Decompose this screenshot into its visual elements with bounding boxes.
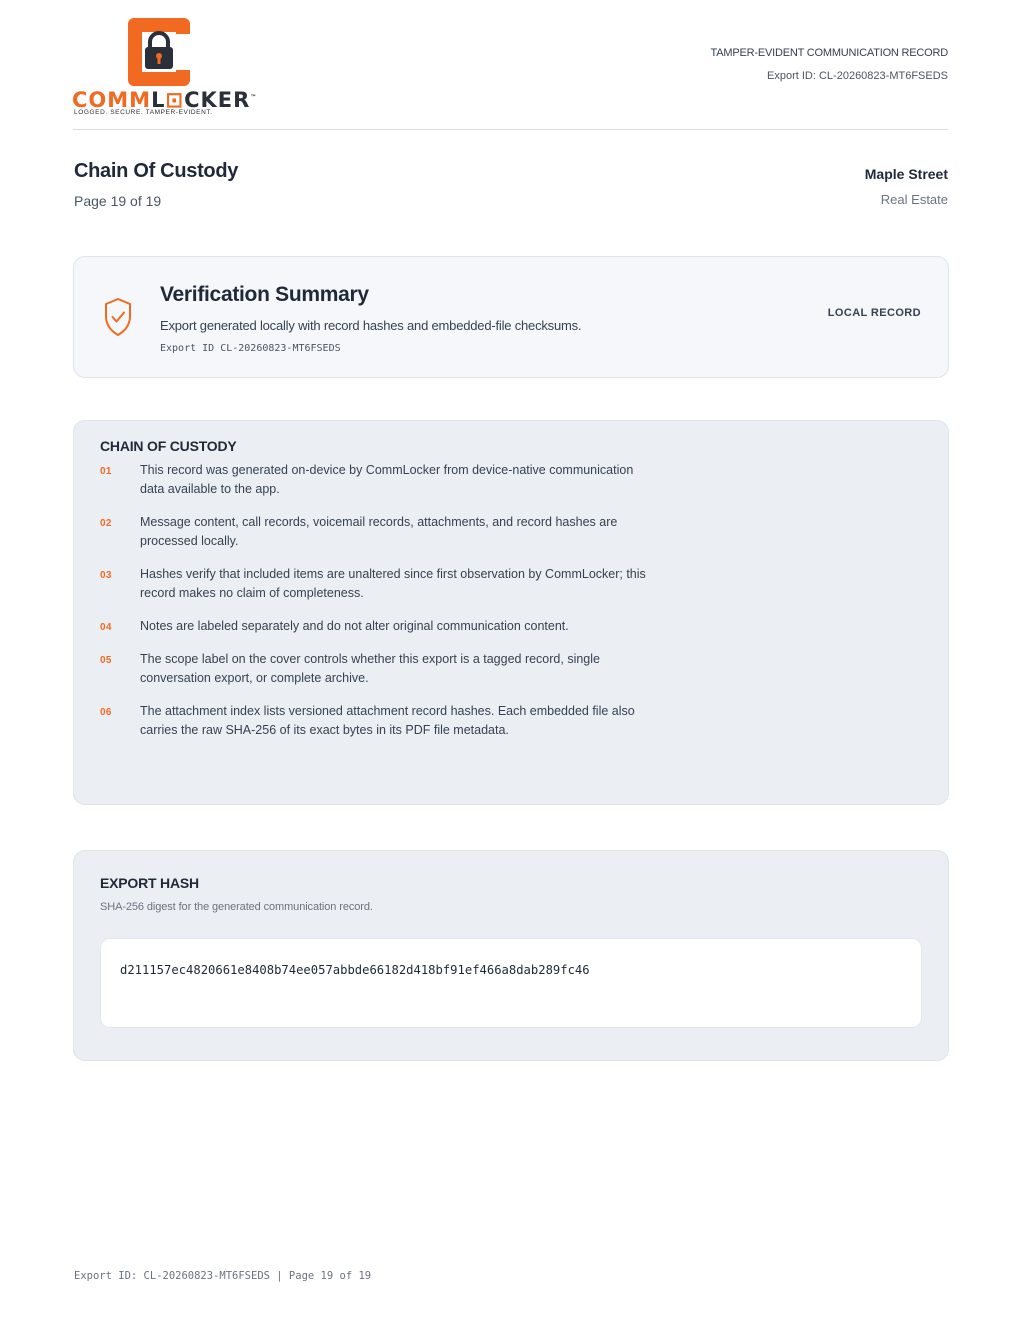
hash-value: d211157ec4820661e8408b74ee057abbde66182d418bf91ef466a8dab289fc46 [120, 963, 590, 977]
record-type-label: TAMPER-EVIDENT COMMUNICATION RECORD [710, 47, 948, 59]
verification-summary-card [73, 256, 949, 378]
wordmark-l: L [151, 88, 166, 112]
chain-of-custody-list [100, 461, 660, 754]
item-number: 01 [100, 466, 112, 477]
item-text: This record was generated on-device by CommLocker from device-native communication data available to the app. [140, 463, 634, 496]
chain-of-custody-card [73, 420, 949, 805]
client-type: Real Estate [880, 192, 948, 207]
export-hash-subtitle: SHA-256 digest for the generated communication record. [100, 901, 373, 913]
page-title: Chain Of Custody [74, 160, 239, 182]
header-divider [73, 129, 948, 130]
list-item [100, 650, 660, 688]
logo-tagline: LOGGED. SECURE. TAMPER-EVIDENT. [74, 109, 213, 116]
header-export-id: Export ID: CL-20260823-MT6FSEDS [767, 70, 948, 82]
item-text: Message content, call records, voicemail records, attachments, and record hashes are processed locally. [140, 515, 618, 548]
list-item [100, 617, 660, 636]
header-meta [711, 45, 948, 83]
shield-check-icon [103, 297, 133, 337]
list-item [100, 513, 660, 551]
list-item [100, 461, 660, 499]
verification-description: Export generated locally with record hashes and embedded-file checksums. [160, 318, 582, 333]
local-record-badge: LOCAL RECORD [827, 307, 921, 319]
chain-of-custody-title: CHAIN OF CUSTODY [100, 438, 237, 454]
padlock-icon [128, 18, 190, 86]
item-number: 05 [100, 655, 112, 666]
wordmark-comm: COMM [72, 88, 152, 112]
item-number: 04 [100, 622, 112, 633]
hash-value-box [100, 938, 922, 1028]
item-number: 02 [100, 518, 112, 529]
list-item [100, 565, 660, 603]
wordmark-o-lock: ⊡ [165, 88, 185, 112]
item-number: 06 [100, 707, 112, 718]
export-hash-title: EXPORT HASH [100, 875, 199, 891]
wordmark-cker: CKER [184, 88, 251, 112]
client-name: Maple Street [864, 166, 948, 182]
commlocker-logo [72, 16, 262, 120]
export-hash-card [73, 850, 949, 1061]
verification-export-id: Export ID CL-20260823-MT6FSEDS [160, 343, 341, 354]
list-item [100, 702, 660, 740]
page-footer: Export ID: CL-20260823-MT6FSEDS | Page 19 of 19 [74, 1270, 372, 1282]
item-text: Notes are labeled separately and do not alter original communication content. [140, 619, 569, 633]
item-text: The scope label on the cover controls whether this export is a tagged record, single conversation export, or complete archive. [140, 652, 600, 685]
trademark-symbol: ™ [250, 94, 257, 101]
item-text: The attachment index lists versioned attachment record hashes. Each embedded file also carries the raw SHA-256 of its exact bytes in its PDF file metadata. [140, 704, 635, 737]
page-number: Page 19 of 19 [74, 193, 162, 209]
item-text: Hashes verify that included items are unaltered since first observation by CommLocker; this record makes no claim of completeness. [140, 567, 646, 600]
verification-title: Verification Summary [160, 283, 369, 306]
item-number: 03 [100, 570, 112, 581]
